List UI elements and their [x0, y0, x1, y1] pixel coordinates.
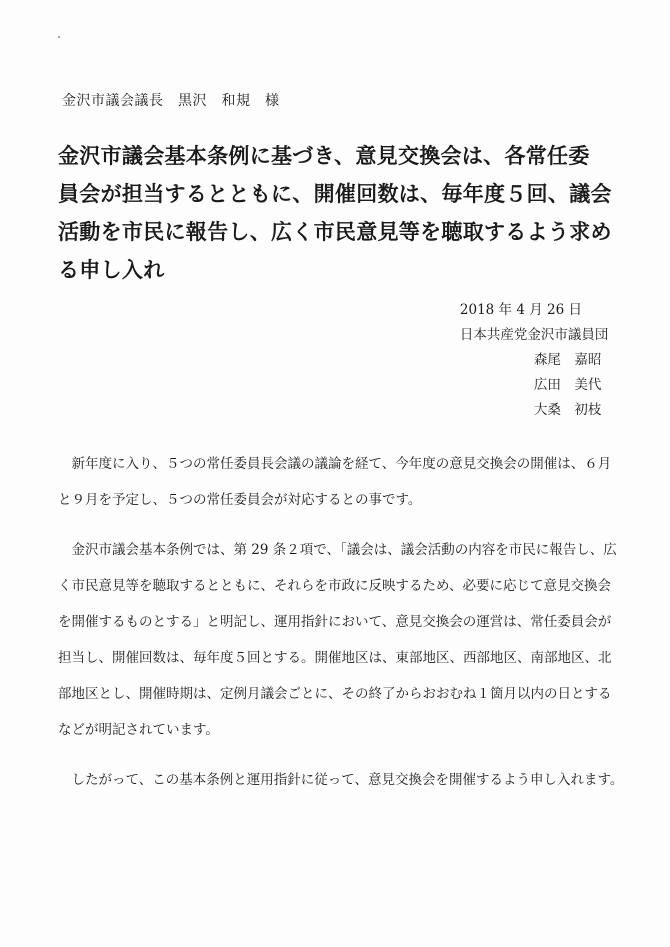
paragraph-line: 担当し、開催回数は、毎年度５回とする。開催地区は、東部地区、西部地区、南部地区、北: [58, 650, 612, 666]
body-paragraph: [58, 446, 618, 518]
paragraph-line: などが明記されています。: [58, 722, 219, 738]
document-date: 2018 年 4 月 26 日: [459, 302, 582, 318]
body-paragraph: [58, 532, 618, 748]
scan-speck: [58, 36, 60, 38]
paragraph-line: 部地区とし、開催時期は、定例月議会ごとに、その終了からおおむね１箇月以内の日とする: [58, 686, 612, 702]
sender-member: 大桑 初枝: [533, 402, 602, 418]
paragraph-line: と９月を予定し、５つの常任委員会が対応するとの事です。: [58, 492, 422, 508]
paragraph-line: 金沢市議会基本条例では、第 29 条２項で、「議会は、議会活動の内容を市民に報告し、広: [58, 542, 617, 558]
sender-member: 広田 美代: [533, 377, 602, 393]
paragraph-line: 新年度に入り、５つの常任委員長会議の議論を経て、今年度の意見交換会の開催は、６月: [58, 456, 612, 472]
sender-organization: 日本共産党金沢市議員団: [459, 327, 609, 343]
paragraph-line: を開催するものとする」と明記し、運用指針において、意見交換会の運営は、常任委員会が: [58, 614, 612, 630]
document-title: [58, 137, 618, 289]
title-line: 活動を市民に報告し、広く市民意見等を聴取するよう求め: [58, 220, 612, 244]
paragraph-line: く市民意見等を聴取するとともに、それらを市政に反映するため、必要に応じて意見交換会: [58, 578, 611, 594]
addressee: 金沢市議会議長 黒沢 和規 様: [62, 93, 280, 109]
title-line: 員会が担当するとともに、開催回数は、毎年度５回、議会: [58, 182, 612, 206]
paragraph-line: したがって、この基本条例と運用指針に従って、意見交換会を開催するよう申し入れます。: [58, 772, 624, 788]
body-paragraph: [58, 762, 624, 798]
document-body: [58, 446, 624, 812]
title-line: る申し入れ: [58, 258, 165, 282]
title-line: 金沢市議会基本条例に基づき、意見交換会は、各常任委: [58, 144, 590, 168]
sender-block: [460, 298, 612, 423]
sender-member: 森尾 嘉昭: [533, 352, 602, 368]
